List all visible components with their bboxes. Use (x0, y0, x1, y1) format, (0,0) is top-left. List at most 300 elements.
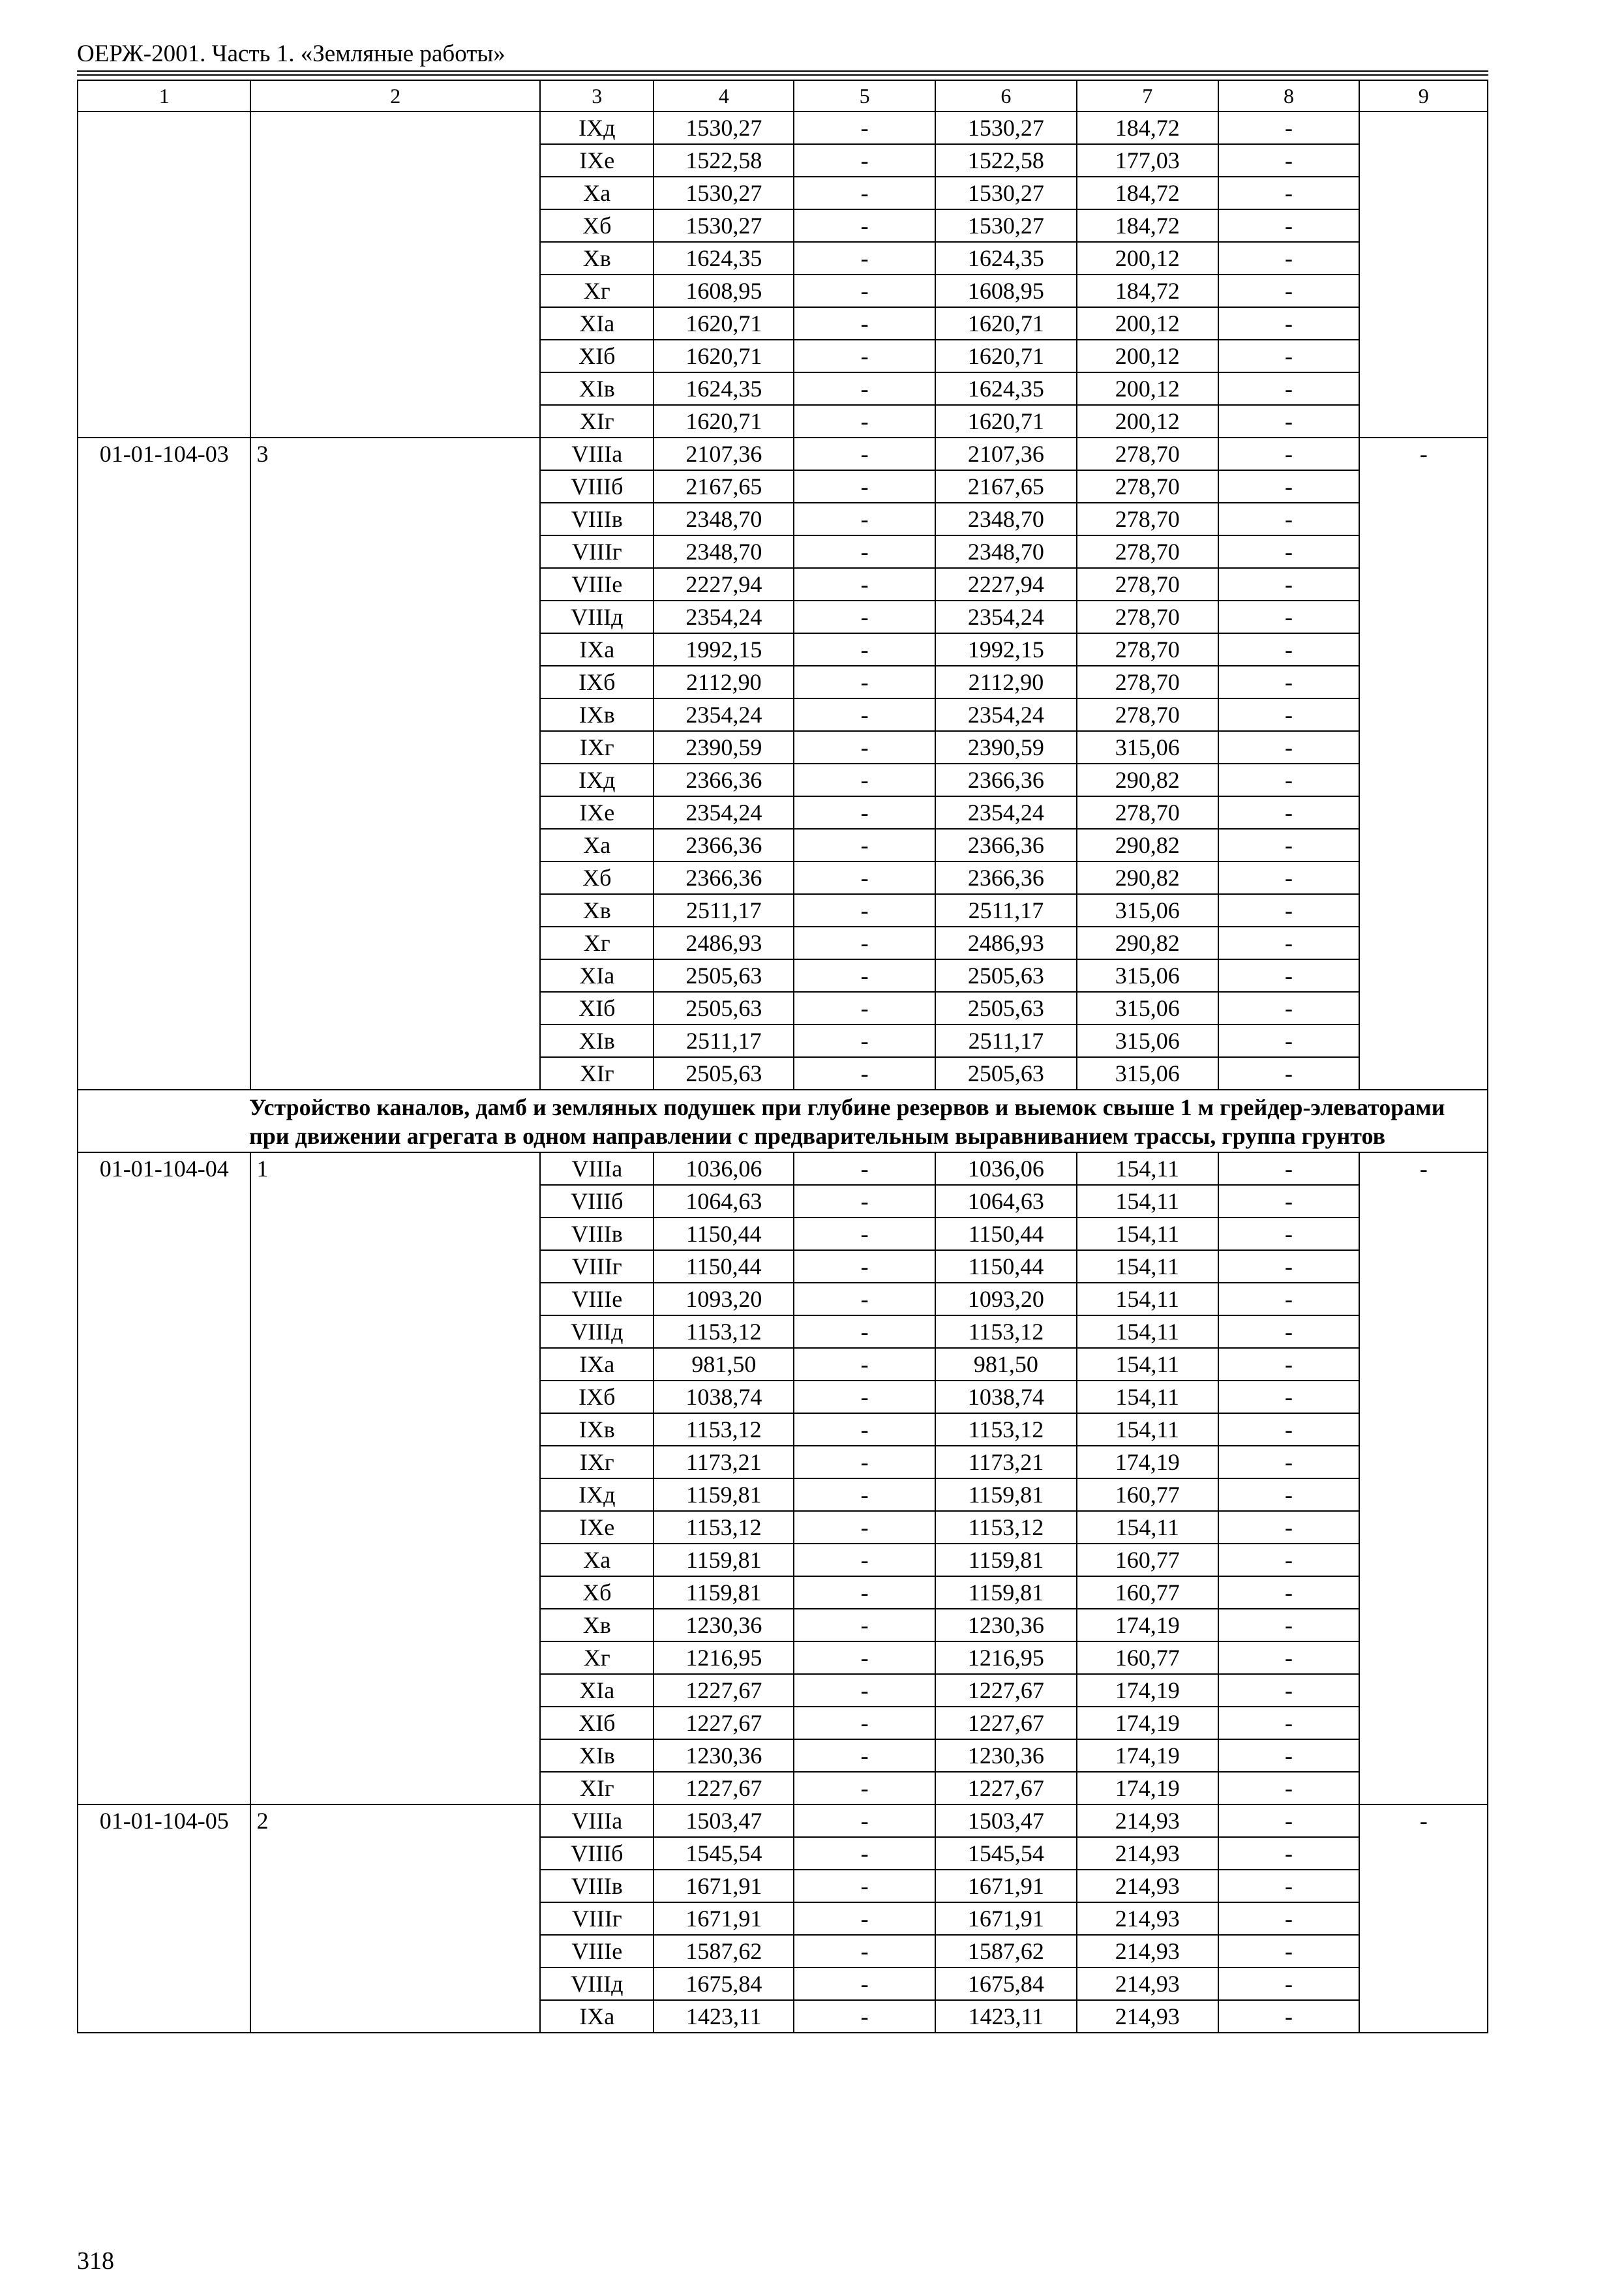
value-cell: - (794, 1641, 935, 1674)
column-9-cell: - (1359, 438, 1488, 1090)
value-cell: - (794, 1837, 935, 1870)
value-cell: 315,06 (1077, 992, 1218, 1025)
value-cell: - (794, 1381, 935, 1413)
value-cell: 1230,36 (935, 1609, 1077, 1641)
value-cell: 1038,74 (654, 1381, 794, 1413)
value-cell: - (1218, 666, 1360, 698)
soil-group-cell: 1 (250, 1152, 540, 1804)
value-cell: - (1218, 633, 1360, 666)
value-cell: 1153,12 (935, 1315, 1077, 1348)
value-cell: - (1218, 1772, 1360, 1804)
value-cell: 174,19 (1077, 1674, 1218, 1707)
value-cell: 1675,84 (654, 1967, 794, 2000)
value-cell: 2107,36 (654, 438, 794, 470)
value-cell: IXв (540, 698, 654, 731)
value-cell: - (1218, 698, 1360, 731)
value-cell: 1671,91 (935, 1870, 1077, 1902)
value-cell: - (1218, 209, 1360, 242)
value-cell: - (1218, 307, 1360, 340)
value-cell: Xв (540, 242, 654, 275)
value-cell: - (794, 1772, 935, 1804)
value-cell: 2505,63 (935, 959, 1077, 992)
soil-group-cell: 2 (250, 1804, 540, 2033)
value-cell: 1036,06 (654, 1152, 794, 1185)
value-cell: - (1218, 1348, 1360, 1381)
value-cell: IXб (540, 666, 654, 698)
value-cell: - (794, 2000, 935, 2033)
value-cell: 1227,67 (654, 1674, 794, 1707)
value-cell: - (1218, 1641, 1360, 1674)
value-cell: 2348,70 (935, 535, 1077, 568)
value-cell: - (794, 1250, 935, 1283)
value-cell: 174,19 (1077, 1707, 1218, 1739)
value-cell: 154,11 (1077, 1511, 1218, 1544)
value-cell: 1423,11 (935, 2000, 1077, 2033)
value-cell: 200,12 (1077, 372, 1218, 405)
value-cell: 315,06 (1077, 959, 1218, 992)
value-cell: IXа (540, 633, 654, 666)
value-cell: 174,19 (1077, 1609, 1218, 1641)
value-cell: Xа (540, 829, 654, 861)
value-cell: - (794, 796, 935, 829)
value-cell: VIIIг (540, 1902, 654, 1935)
value-cell: - (1218, 1478, 1360, 1511)
value-cell: 1227,67 (654, 1772, 794, 1804)
value-cell: 1545,54 (935, 1837, 1077, 1870)
value-cell: 2227,94 (654, 568, 794, 601)
value-cell: 2107,36 (935, 438, 1077, 470)
rate-code-cell: 01-01-104-04 (78, 1152, 250, 1804)
value-cell: 154,11 (1077, 1315, 1218, 1348)
value-cell: VIIIб (540, 1185, 654, 1218)
value-cell: 184,72 (1077, 112, 1218, 144)
value-cell: - (794, 1025, 935, 1057)
value-cell: - (794, 1870, 935, 1902)
page-number: 318 (77, 2247, 114, 2275)
value-cell: 2167,65 (935, 470, 1077, 503)
value-cell: - (794, 698, 935, 731)
value-cell: 1227,67 (935, 1772, 1077, 1804)
value-cell: - (1218, 1185, 1360, 1218)
value-cell: 278,70 (1077, 601, 1218, 633)
value-cell: VIIIд (540, 601, 654, 633)
value-cell: - (794, 1057, 935, 1090)
value-cell: 2354,24 (935, 601, 1077, 633)
value-cell: - (1218, 438, 1360, 470)
value-cell: 1064,63 (935, 1185, 1077, 1218)
value-cell: 1153,12 (654, 1315, 794, 1348)
value-cell: 2511,17 (654, 894, 794, 927)
value-cell: - (1218, 731, 1360, 764)
value-cell: VIIIе (540, 1935, 654, 1967)
value-cell: - (1218, 829, 1360, 861)
value-cell: - (794, 1609, 935, 1641)
value-cell: 1503,47 (654, 1804, 794, 1837)
value-cell: 214,93 (1077, 1870, 1218, 1902)
value-cell: 214,93 (1077, 1804, 1218, 1837)
value-cell: 2505,63 (935, 1057, 1077, 1090)
value-cell: Xа (540, 177, 654, 209)
value-cell: 290,82 (1077, 927, 1218, 959)
value-cell: 2505,63 (654, 1057, 794, 1090)
value-cell: 1608,95 (654, 275, 794, 307)
value-cell: 1093,20 (935, 1283, 1077, 1315)
value-cell: Xг (540, 927, 654, 959)
value-cell: - (794, 1152, 935, 1185)
value-cell: 1230,36 (654, 1739, 794, 1772)
column-number-row (78, 80, 1488, 112)
value-cell: 1587,62 (654, 1935, 794, 1967)
value-cell: 160,77 (1077, 1478, 1218, 1511)
value-cell: 2486,93 (654, 927, 794, 959)
value-cell: 1671,91 (935, 1902, 1077, 1935)
value-cell: 1150,44 (654, 1250, 794, 1283)
value-cell: 278,70 (1077, 470, 1218, 503)
value-cell: - (1218, 275, 1360, 307)
value-cell: - (794, 242, 935, 275)
value-cell: 154,11 (1077, 1413, 1218, 1446)
value-cell: 1624,35 (654, 372, 794, 405)
value-cell: Xб (540, 209, 654, 242)
value-cell: - (1218, 1935, 1360, 1967)
value-cell: IXе (540, 796, 654, 829)
value-cell: - (1218, 1837, 1360, 1870)
value-cell: - (1218, 1870, 1360, 1902)
value-cell: 2112,90 (935, 666, 1077, 698)
document-header: ОЕРЖ-2001. Часть 1. «Земляные работы» (77, 40, 505, 67)
value-cell: VIIIе (540, 568, 654, 601)
value-cell: - (794, 1478, 935, 1511)
value-cell: - (794, 405, 935, 438)
value-cell: 1173,21 (654, 1446, 794, 1478)
value-cell: IXа (540, 2000, 654, 2033)
value-cell: 981,50 (935, 1348, 1077, 1381)
value-cell: 214,93 (1077, 1967, 1218, 2000)
value-cell: 2348,70 (654, 535, 794, 568)
value-cell: 1671,91 (654, 1870, 794, 1902)
value-cell: 2486,93 (935, 927, 1077, 959)
value-cell: Xб (540, 1576, 654, 1609)
value-cell: - (794, 568, 935, 601)
value-cell: - (794, 861, 935, 894)
value-cell: 1620,71 (654, 340, 794, 372)
column-number-cell: 3 (540, 80, 654, 112)
value-cell: 2354,24 (935, 796, 1077, 829)
table-row (78, 112, 1488, 144)
value-cell: 2366,36 (654, 764, 794, 796)
value-cell: - (1218, 1025, 1360, 1057)
value-cell: 1620,71 (935, 405, 1077, 438)
value-cell: - (1218, 1804, 1360, 1837)
value-cell: 1216,95 (654, 1641, 794, 1674)
value-cell: 1153,12 (935, 1413, 1077, 1446)
value-cell: - (794, 829, 935, 861)
value-cell: IXг (540, 1446, 654, 1478)
value-cell: 1159,81 (654, 1576, 794, 1609)
value-cell: 1153,12 (654, 1413, 794, 1446)
table-row (78, 1152, 1488, 1185)
value-cell: 1159,81 (935, 1576, 1077, 1609)
value-cell: 1620,71 (654, 405, 794, 438)
value-cell: - (794, 601, 935, 633)
value-cell: - (1218, 1381, 1360, 1413)
value-cell: 214,93 (1077, 1837, 1218, 1870)
soil-group-cell: 3 (250, 438, 540, 1090)
value-cell: - (794, 1185, 935, 1218)
value-cell: 1159,81 (654, 1478, 794, 1511)
value-cell: XIб (540, 340, 654, 372)
value-cell: 1227,67 (935, 1707, 1077, 1739)
value-cell: - (794, 731, 935, 764)
value-cell: 1153,12 (654, 1511, 794, 1544)
value-cell: 160,77 (1077, 1576, 1218, 1609)
value-cell: - (794, 1348, 935, 1381)
value-cell: 1530,27 (935, 177, 1077, 209)
value-cell: - (794, 1967, 935, 2000)
value-cell: IXв (540, 1413, 654, 1446)
value-cell: 1038,74 (935, 1381, 1077, 1413)
value-cell: - (1218, 764, 1360, 796)
value-cell: 1150,44 (935, 1218, 1077, 1250)
rate-code-cell (78, 112, 250, 438)
value-cell: - (1218, 1739, 1360, 1772)
value-cell: 1150,44 (935, 1250, 1077, 1283)
value-cell: 2227,94 (935, 568, 1077, 601)
value-cell: XIг (540, 1772, 654, 1804)
value-cell: 1423,11 (654, 2000, 794, 2033)
value-cell: 174,19 (1077, 1772, 1218, 1804)
value-cell: 290,82 (1077, 764, 1218, 796)
column-number-cell: 9 (1359, 80, 1488, 112)
value-cell: 1530,27 (654, 112, 794, 144)
value-cell: - (1218, 144, 1360, 177)
value-cell: - (1218, 1544, 1360, 1576)
value-cell: - (794, 112, 935, 144)
value-cell: 154,11 (1077, 1381, 1218, 1413)
value-cell: 2390,59 (935, 731, 1077, 764)
value-cell: - (794, 1511, 935, 1544)
rate-code-cell: 01-01-104-05 (78, 1804, 250, 2033)
value-cell: 1620,71 (654, 307, 794, 340)
value-cell: IXб (540, 1381, 654, 1413)
value-cell: - (1218, 1283, 1360, 1315)
value-cell: XIг (540, 1057, 654, 1090)
value-cell: - (794, 1544, 935, 1576)
value-cell: - (794, 959, 935, 992)
value-cell: - (794, 1739, 935, 1772)
column-number-cell: 2 (250, 80, 540, 112)
value-cell: 2511,17 (935, 1025, 1077, 1057)
value-cell: 1227,67 (654, 1707, 794, 1739)
value-cell: IXе (540, 1511, 654, 1544)
value-cell: - (1218, 568, 1360, 601)
value-cell: VIIIд (540, 1967, 654, 2000)
value-cell: 2511,17 (935, 894, 1077, 927)
value-cell: 160,77 (1077, 1544, 1218, 1576)
value-cell: 200,12 (1077, 405, 1218, 438)
value-cell: 278,70 (1077, 633, 1218, 666)
value-cell: - (794, 992, 935, 1025)
value-cell: 278,70 (1077, 666, 1218, 698)
value-cell: VIIIб (540, 470, 654, 503)
value-cell: - (1218, 1152, 1360, 1185)
value-cell: 2505,63 (654, 992, 794, 1025)
value-cell: XIа (540, 307, 654, 340)
value-cell: VIIIг (540, 1250, 654, 1283)
value-cell: - (1218, 861, 1360, 894)
value-cell: - (1218, 405, 1360, 438)
column-9-cell: - (1359, 1152, 1488, 1804)
value-cell: 2366,36 (654, 861, 794, 894)
value-cell: Xа (540, 1544, 654, 1576)
value-cell: 1064,63 (654, 1185, 794, 1218)
value-cell: Xв (540, 894, 654, 927)
value-cell: 2505,63 (654, 959, 794, 992)
value-cell: - (794, 177, 935, 209)
value-cell: - (1218, 1511, 1360, 1544)
value-cell: - (794, 633, 935, 666)
value-cell: - (794, 535, 935, 568)
value-cell: Xв (540, 1609, 654, 1641)
value-cell: 154,11 (1077, 1348, 1218, 1381)
value-cell: 1216,95 (935, 1641, 1077, 1674)
value-cell: XIв (540, 1025, 654, 1057)
value-cell: - (1218, 959, 1360, 992)
value-cell: 154,11 (1077, 1218, 1218, 1250)
section-title-row (78, 1090, 1488, 1152)
value-cell: - (794, 894, 935, 927)
soil-group-cell (250, 112, 540, 438)
value-cell: 214,93 (1077, 2000, 1218, 2033)
value-cell: XIа (540, 959, 654, 992)
value-cell: 1545,54 (654, 1837, 794, 1870)
column-number-cell: 8 (1218, 80, 1360, 112)
value-cell: 2366,36 (935, 829, 1077, 861)
column-number-cell: 6 (935, 80, 1077, 112)
header-rule (77, 70, 1488, 72)
value-cell: IXд (540, 1478, 654, 1511)
column-number-cell: 5 (794, 80, 935, 112)
value-cell: - (1218, 1218, 1360, 1250)
value-cell: 315,06 (1077, 1025, 1218, 1057)
value-cell: VIIIв (540, 503, 654, 535)
value-cell: 1530,27 (935, 112, 1077, 144)
value-cell: - (794, 1804, 935, 1837)
value-cell: - (1218, 1315, 1360, 1348)
value-cell: VIIIв (540, 1870, 654, 1902)
value-cell: 1624,35 (935, 372, 1077, 405)
value-cell: - (1218, 601, 1360, 633)
value-cell: VIIIб (540, 1837, 654, 1870)
value-cell: - (1218, 535, 1360, 568)
value-cell: 1608,95 (935, 275, 1077, 307)
value-cell: 290,82 (1077, 829, 1218, 861)
value-cell: IXд (540, 112, 654, 144)
value-cell: 981,50 (654, 1348, 794, 1381)
value-cell: - (794, 1707, 935, 1739)
value-cell: XIг (540, 405, 654, 438)
value-cell: 1675,84 (935, 1967, 1077, 2000)
value-cell: - (794, 438, 935, 470)
value-cell: VIIIа (540, 1152, 654, 1185)
value-cell: 2167,65 (654, 470, 794, 503)
value-cell: - (1218, 2000, 1360, 2033)
value-cell: - (1218, 1967, 1360, 2000)
value-cell: 1530,27 (654, 209, 794, 242)
value-cell: VIIIа (540, 1804, 654, 1837)
value-cell: - (1218, 112, 1360, 144)
value-cell: - (1218, 1446, 1360, 1478)
value-cell: XIв (540, 372, 654, 405)
value-cell: 1992,15 (654, 633, 794, 666)
value-cell: 1620,71 (935, 340, 1077, 372)
value-cell: 2366,36 (935, 861, 1077, 894)
value-cell: 2354,24 (654, 698, 794, 731)
value-cell: - (794, 144, 935, 177)
value-cell: - (794, 503, 935, 535)
value-cell: 2348,70 (654, 503, 794, 535)
value-cell: 2511,17 (654, 1025, 794, 1057)
value-cell: 2354,24 (654, 796, 794, 829)
value-cell: - (1218, 242, 1360, 275)
value-cell: - (794, 1935, 935, 1967)
value-cell: 1159,81 (935, 1544, 1077, 1576)
value-cell: - (1218, 894, 1360, 927)
value-cell: 1522,58 (654, 144, 794, 177)
value-cell: - (1218, 1250, 1360, 1283)
value-cell: 315,06 (1077, 894, 1218, 927)
rates-table-body (78, 80, 1488, 2033)
value-cell: - (1218, 1576, 1360, 1609)
value-cell: 1624,35 (935, 242, 1077, 275)
value-cell: XIа (540, 1674, 654, 1707)
value-cell: 290,82 (1077, 861, 1218, 894)
value-cell: 2354,24 (935, 698, 1077, 731)
value-cell: - (1218, 177, 1360, 209)
value-cell: 1227,67 (935, 1674, 1077, 1707)
value-cell: 1036,06 (935, 1152, 1077, 1185)
value-cell: 1503,47 (935, 1804, 1077, 1837)
value-cell: Xг (540, 275, 654, 307)
value-cell: - (1218, 1707, 1360, 1739)
value-cell: VIIIд (540, 1315, 654, 1348)
table-row (78, 1804, 1488, 1837)
value-cell: 2390,59 (654, 731, 794, 764)
value-cell: 1624,35 (654, 242, 794, 275)
value-cell: 174,19 (1077, 1446, 1218, 1478)
value-cell: 214,93 (1077, 1902, 1218, 1935)
value-cell: IXд (540, 764, 654, 796)
value-cell: - (1218, 992, 1360, 1025)
value-cell: 2354,24 (654, 601, 794, 633)
value-cell: Xб (540, 861, 654, 894)
value-cell: 184,72 (1077, 209, 1218, 242)
value-cell: 200,12 (1077, 340, 1218, 372)
value-cell: VIIIе (540, 1283, 654, 1315)
column-9-cell (1359, 112, 1488, 438)
value-cell: 1230,36 (935, 1739, 1077, 1772)
value-cell: 1587,62 (935, 1935, 1077, 1967)
value-cell: - (794, 764, 935, 796)
value-cell: - (794, 1315, 935, 1348)
value-cell: 1230,36 (654, 1609, 794, 1641)
value-cell: 160,77 (1077, 1641, 1218, 1674)
value-cell: 278,70 (1077, 568, 1218, 601)
column-number-cell: 1 (78, 80, 250, 112)
value-cell: - (1218, 372, 1360, 405)
value-cell: 315,06 (1077, 731, 1218, 764)
value-cell: 278,70 (1077, 535, 1218, 568)
